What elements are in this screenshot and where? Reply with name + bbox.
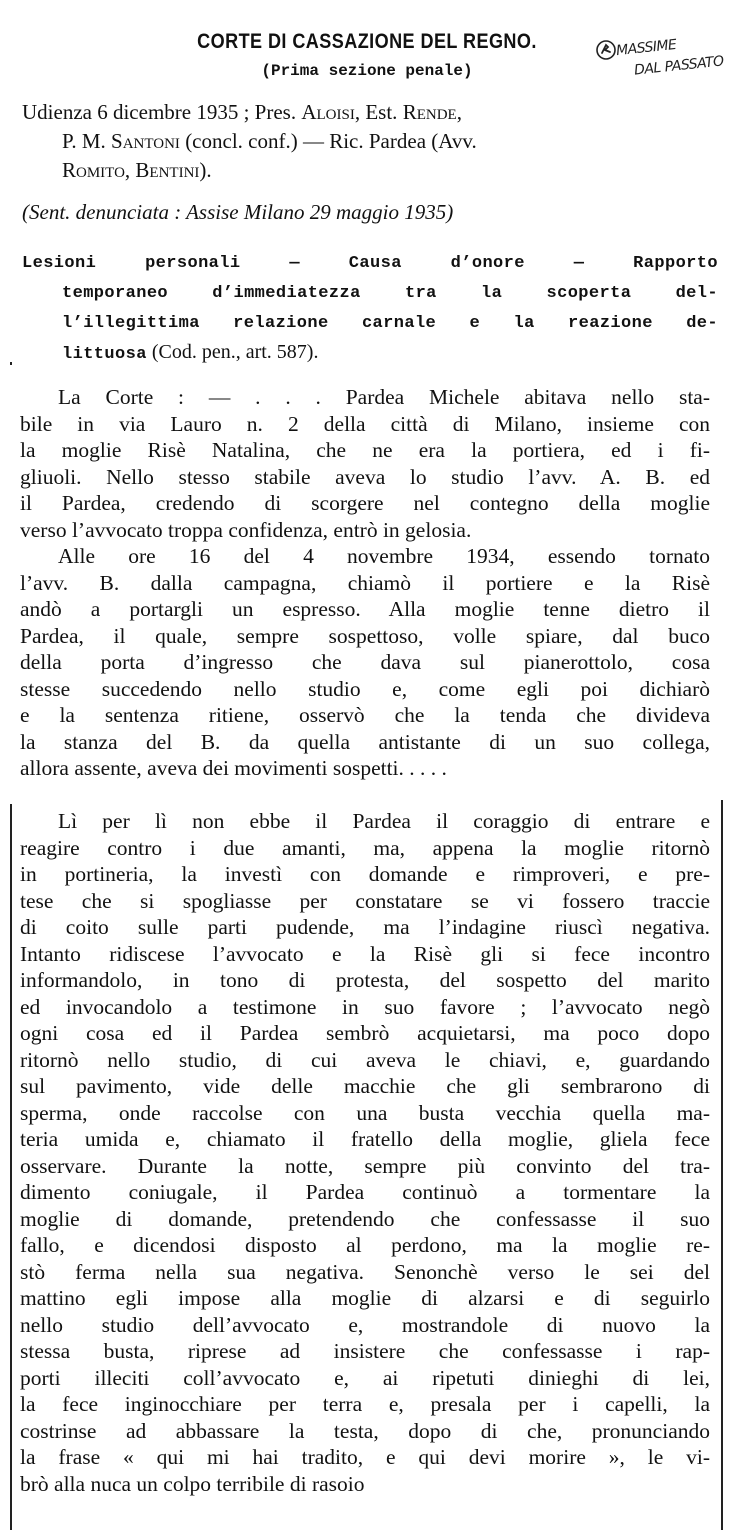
text-line: brò alla nuca un colpo terribile di rasoio <box>20 1471 365 1496</box>
hearing-sep: , <box>124 158 136 182</box>
text-line: moglie di domande, pretendendo che confessasse il suo <box>20 1206 710 1231</box>
text-line: ritornò nello studio, di cui aveva le chiavi, e, guardando <box>20 1047 710 1072</box>
text-line: ed invocandolo a testimone in suo favore ; l’avvocato negò <box>20 994 710 1019</box>
pm-label: P. M. <box>62 129 112 153</box>
subject-text: littuosa <box>62 345 147 364</box>
hearing-sep: ). <box>199 158 212 182</box>
text-line: costrinse ad abbassare la testa, dopo di che, pronunciando <box>20 1418 710 1443</box>
court-section: (Prima sezione penale) <box>261 62 473 80</box>
hearing-line <box>22 127 712 156</box>
appealed-sentence: (Sent. denunciata : Assise Milano 29 maggio 1935) <box>22 200 454 224</box>
hearing-line <box>22 98 712 127</box>
text-line: tese che si spogliasse per constatare se vi fossero traccie <box>20 888 710 913</box>
text-line: la stanza del B. da quella antistante di un suo collega, <box>20 729 710 754</box>
massime-logo <box>594 36 725 86</box>
text-line: mattino egli impose alla moglie di alzarsi e di seguirlo <box>20 1286 710 1310</box>
text-line: verso l’avvocato troppa confidenza, entrò in gelosia. <box>20 517 472 542</box>
appellant-info: (concl. conf.) — Ric. Pardea (Avv. <box>179 129 477 153</box>
text-line: la frase « qui mi hai tradito, e qui devi morire », le vi- <box>20 1445 710 1469</box>
text-line: ogni cosa ed il Pardea sembrò acquietarsi, ma poco dopo <box>20 1021 710 1045</box>
text-line: sperma, onde raccolse con una busta vecchia quella ma- <box>20 1100 710 1125</box>
text-line: stò ferma nella sua negativa. Senonchè verso le sei del <box>20 1259 710 1284</box>
text-line: Alle ore 16 del 4 novembre 1934, essendo tornato <box>58 544 710 568</box>
text-line: dimento coniugale, il Pardea continuò a tormentare la <box>20 1180 710 1204</box>
text-line: la moglie Risè Natalina, che ne era la portiera, ed i fi- <box>20 438 710 462</box>
hearing-sep: , Est. <box>354 100 403 124</box>
text-line: informandolo, in tono di protesta, del sospetto del marito <box>20 968 710 992</box>
text-line: fallo, e dicendosi disposto al perdono, ma la moglie re- <box>20 1233 710 1257</box>
text-line: e la sentenza ritiene, osservò che la tenda che divideva <box>20 703 710 727</box>
text-line: bile in via Lauro n. 2 della città di Milano, insieme con <box>20 411 710 436</box>
text-line: andò a portargli un espresso. Alla moglie tenne dietro il <box>20 597 710 621</box>
subject-line <box>22 278 718 308</box>
hearing-line <box>22 156 712 185</box>
subject-headnote <box>22 248 718 369</box>
margin-rule-right <box>721 800 723 1530</box>
subject-text: temporaneo d’immediatezza tra la scoperta del- <box>62 284 718 303</box>
text-line: reagire contro i due amanti, ma, appena la moglie ritornò <box>20 835 710 860</box>
text-line: gliuoli. Nello stesso stabile aveva lo studio l’avv. A. B. ed <box>20 464 710 489</box>
logo-text-passato: DAL PASSATO <box>633 53 725 79</box>
text-line: la fece inginocchiare per terra e, presala per i capelli, la <box>20 1392 710 1416</box>
text-line: La Corte : — . . . Pardea Michele abitava nello sta- <box>58 385 710 409</box>
hearing-date: Udienza 6 dicembre 1935 ; Pres. <box>22 100 302 124</box>
hearing-info <box>22 98 712 185</box>
court-title: CORTE DI CASSAZIONE DEL REGNO. <box>197 30 537 53</box>
subject-text: l’illegittima relazione carnale e la reazione de- <box>62 314 718 333</box>
lawyer-name: Romito <box>62 158 125 182</box>
subject-text: Lesioni personali — Causa d’onore — Rapporto <box>22 254 718 273</box>
hearing-sep: , <box>456 100 462 124</box>
text-line: stessa busta, riprese ad insistere che confessasse i rap- <box>20 1339 710 1363</box>
hand-icon <box>594 38 618 62</box>
margin-rule-left <box>10 362 12 365</box>
text-line: allora assente, aveva dei movimenti sospetti. . . . . <box>20 756 447 780</box>
text-line: il Pardea, credendo di scorgere nel contegno della moglie <box>20 491 710 515</box>
body-text-bottom <box>20 808 710 1497</box>
text-line: della porta d’ingresso che dava sul pianerottolo, cosa <box>20 650 710 674</box>
text-line: porti illeciti coll’avvocato e, ai ripetuti dinieghi di lei, <box>20 1365 710 1390</box>
margin-rule-left <box>10 804 12 1530</box>
subject-line <box>22 308 718 338</box>
subject-line <box>22 338 718 369</box>
text-line: nello studio dell’avvocato e, mostrandole di nuovo la <box>20 1312 710 1337</box>
text-line: stesse succedendo nello studio e, come egli poi dichiarò <box>20 676 710 701</box>
body-text-top <box>20 384 710 782</box>
text-line: l’avv. B. dalla campagna, chiamò il portiere e la Risè <box>20 570 710 595</box>
text-line: sul pavimento, vide delle macchie che gli sembrarono di <box>20 1074 710 1098</box>
pm-name: Santoni <box>111 129 180 153</box>
text-line: di coito sulle parti pudende, ma l’indagine riuscì negativa. <box>20 915 710 939</box>
lawyer-name: Bentini <box>135 158 200 182</box>
text-line: Intanto ridiscese l’avvocato e la Risè gli si fece incontro <box>20 941 710 966</box>
text-line: osservare. Durante la notte, sempre più convinto del tra- <box>20 1153 710 1178</box>
text-line: teria umida e, chiamato il fratello della moglie, gliela fece <box>20 1127 710 1151</box>
subject-line <box>22 248 718 278</box>
text-line: in portineria, la investì con domande e rimproveri, e pre- <box>20 862 710 886</box>
text-line: Pardea, il quale, sempre sospettoso, volle spiare, dal buco <box>20 623 710 648</box>
president-name: Aloisi <box>301 100 355 124</box>
rapporteur-name: Rende <box>402 100 457 124</box>
logo-text-massime: MASSIME <box>615 36 678 60</box>
code-reference: (Cod. pen., art. 587). <box>146 341 319 363</box>
text-line: Lì per lì non ebbe il Pardea il coraggio di entrare e <box>58 809 710 833</box>
